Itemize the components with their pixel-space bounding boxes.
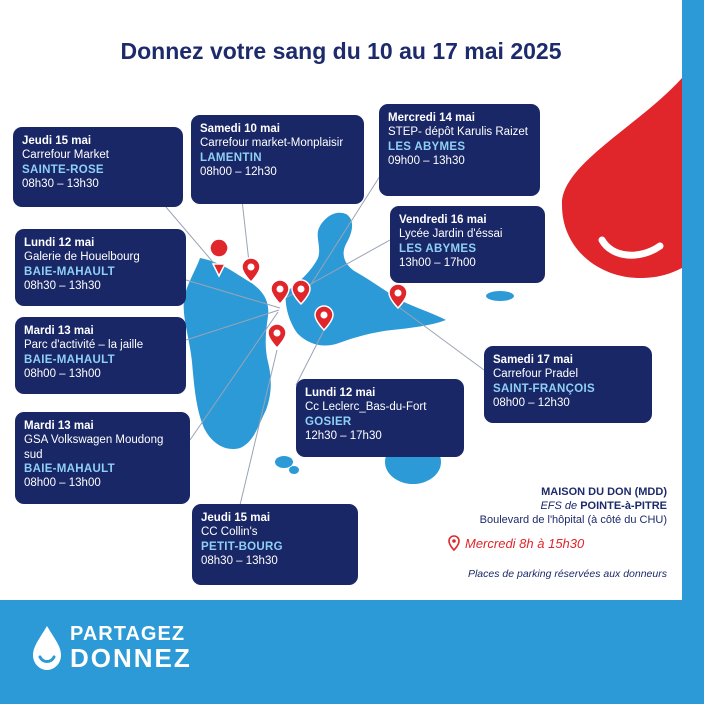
event-card-petit-bourg: Jeudi 15 mai CC Collin's PETIT-BOURG 08h30 – 13h30 [192,504,358,585]
la-desirade-island [486,291,514,301]
parking-note: Places de parking réservées aux donneurs [467,568,667,580]
location-pin-icon [242,258,260,282]
event-card-baie-mahault-2: Mardi 13 mai Parc d'activité – la jaille BAIE-MAHAULT 08h00 – 13h00 [15,317,186,394]
event-card-les-abymes-1: Mercredi 14 mai STEP- dépôt Karulis Raizet LES ABYMES 09h00 – 13h30 [379,104,540,196]
event-card-baie-mahault-3: Mardi 13 mai GSA Volkswagen Moudong sud BAIE-MAHAULT 08h00 – 13h00 [15,412,190,504]
logo-drop-icon [30,624,64,672]
event-card-sainte-rose: Jeudi 15 mai Carrefour Market SAINTE-ROSE 08h30 – 13h30 [13,127,183,207]
location-pin-icon [268,324,286,348]
maison-du-don-info [480,485,667,527]
les-saintes-island [275,456,293,468]
page-title: Donnez votre sang du 10 au 17 mai 2025 [120,38,562,64]
logo-text: PARTAGEZ DONNEZ [70,623,192,673]
event-card-gosier: Lundi 12 mai Cc Leclerc_Bas-du-Fort GOSIER 12h30 – 17h30 [296,379,464,457]
location-pin-icon [448,535,460,551]
event-card-baie-mahault-1: Lundi 12 mai Galerie de Houelbourg BAIE-MAHAULT 08h30 – 13h30 [15,229,186,306]
event-card-saint-francois: Samedi 17 mai Carrefour Pradel SAINT-FRANÇOIS 08h00 – 12h30 [484,346,652,423]
basse-terre-island [184,258,271,449]
event-card-les-abymes-2: Vendredi 16 mai Lycée Jardin d'éssai LES ABYMES 13h00 – 17h00 [390,206,545,283]
mdd-efs: EFS de POINTE-à-PITRE [540,500,667,512]
mdd-opening-time: Mercredi 8h à 15h30 [465,536,585,551]
blood-drop-icon [562,78,682,278]
event-card-lamentin: Samedi 10 mai Carrefour market-Monplaisir LAMENTIN 08h00 – 12h30 [191,115,364,204]
mdd-address: Boulevard de l'hôpital (à côté du CHU) [479,514,667,526]
mdd-name: MAISON DU DON (MDD) [541,486,667,498]
